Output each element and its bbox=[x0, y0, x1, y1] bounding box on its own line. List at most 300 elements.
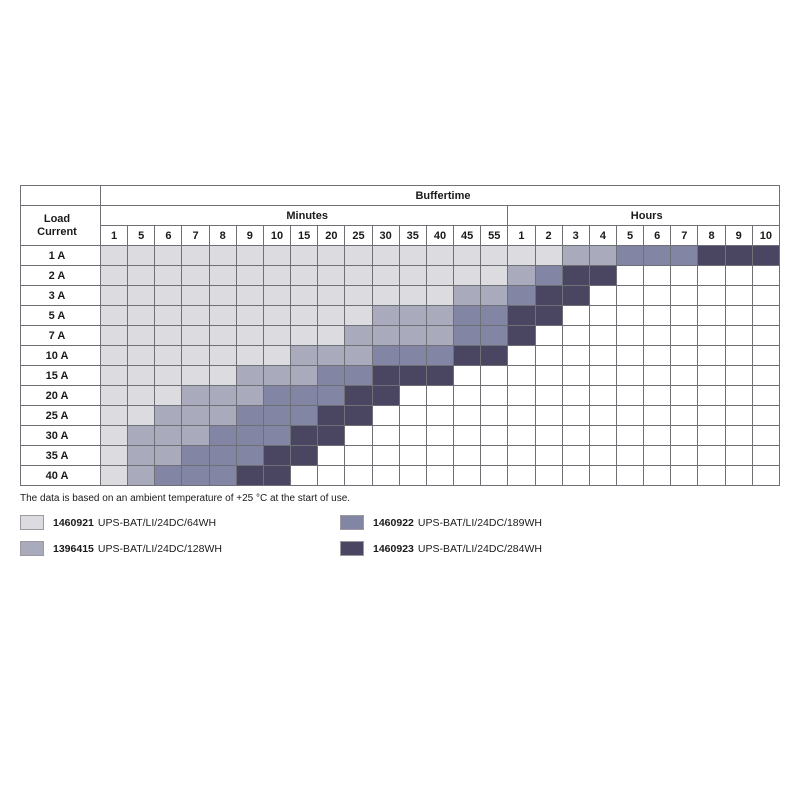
matrix-cell bbox=[508, 466, 535, 486]
matrix-cell bbox=[128, 446, 155, 466]
matrix-cell bbox=[616, 346, 643, 366]
matrix-cell bbox=[155, 426, 182, 446]
table-row bbox=[21, 326, 780, 346]
matrix-cell bbox=[562, 306, 589, 326]
matrix-cell bbox=[318, 266, 345, 286]
matrix-cell bbox=[209, 406, 236, 426]
matrix-cell bbox=[616, 366, 643, 386]
column-header-hr-6: 6 bbox=[644, 226, 671, 246]
matrix-cell bbox=[454, 406, 481, 426]
table-row bbox=[21, 426, 780, 446]
matrix-cell bbox=[671, 446, 698, 466]
column-header-hr-3: 3 bbox=[562, 226, 589, 246]
matrix-cell bbox=[508, 326, 535, 346]
legend-item-1460923 bbox=[340, 541, 660, 556]
matrix-cell bbox=[752, 346, 779, 366]
column-header-min-55: 55 bbox=[481, 226, 508, 246]
matrix-cell bbox=[372, 446, 399, 466]
matrix-cell bbox=[236, 426, 263, 446]
row-header-25-a: 25 A bbox=[21, 406, 101, 426]
matrix-cell bbox=[236, 326, 263, 346]
matrix-cell bbox=[182, 466, 209, 486]
matrix-cell bbox=[589, 446, 616, 466]
matrix-cell bbox=[263, 426, 290, 446]
matrix-cell bbox=[752, 386, 779, 406]
table-row bbox=[21, 406, 780, 426]
matrix-cell bbox=[291, 266, 318, 286]
matrix-cell bbox=[535, 446, 562, 466]
matrix-cell bbox=[698, 286, 725, 306]
matrix-cell bbox=[562, 246, 589, 266]
matrix-cell bbox=[698, 346, 725, 366]
matrix-cell bbox=[372, 266, 399, 286]
matrix-cell bbox=[752, 366, 779, 386]
column-header-min-6: 6 bbox=[155, 226, 182, 246]
matrix-header bbox=[21, 186, 780, 246]
legend-name: UPS-BAT/LI/24DC/284WH bbox=[417, 542, 542, 555]
matrix-cell bbox=[725, 446, 752, 466]
table-row bbox=[21, 246, 780, 266]
legend-name: UPS-BAT/LI/24DC/128WH bbox=[97, 542, 222, 555]
matrix-cell bbox=[752, 306, 779, 326]
matrix-cell bbox=[345, 446, 372, 466]
matrix-cell bbox=[562, 426, 589, 446]
load-current-line1: Load bbox=[43, 212, 71, 225]
matrix-cell bbox=[562, 366, 589, 386]
matrix-cell bbox=[128, 246, 155, 266]
legend-swatch bbox=[20, 515, 44, 530]
matrix-cell bbox=[725, 386, 752, 406]
matrix-cell bbox=[182, 326, 209, 346]
matrix-cell bbox=[291, 406, 318, 426]
matrix-cell bbox=[128, 366, 155, 386]
matrix-cell bbox=[101, 406, 128, 426]
matrix-cell bbox=[291, 466, 318, 486]
matrix-cell bbox=[616, 466, 643, 486]
matrix-cell bbox=[616, 406, 643, 426]
matrix-cell bbox=[345, 466, 372, 486]
matrix-cell bbox=[426, 326, 453, 346]
matrix-cell bbox=[644, 246, 671, 266]
matrix-cell bbox=[318, 346, 345, 366]
matrix-cell bbox=[345, 246, 372, 266]
matrix-cell bbox=[209, 326, 236, 346]
matrix-cell bbox=[155, 406, 182, 426]
legend-swatch bbox=[340, 541, 364, 556]
matrix-cell bbox=[318, 466, 345, 486]
matrix-cell bbox=[644, 306, 671, 326]
matrix-cell bbox=[454, 266, 481, 286]
matrix-cell bbox=[101, 466, 128, 486]
matrix-cell bbox=[589, 246, 616, 266]
matrix-cell bbox=[182, 406, 209, 426]
matrix-cell bbox=[291, 446, 318, 466]
matrix-cell bbox=[182, 386, 209, 406]
legend-code: 1396415 bbox=[53, 542, 94, 555]
row-header-3-a: 3 A bbox=[21, 286, 101, 306]
matrix-cell bbox=[399, 386, 426, 406]
matrix-cell bbox=[481, 406, 508, 426]
matrix-cell bbox=[155, 346, 182, 366]
matrix-cell bbox=[182, 266, 209, 286]
matrix-cell bbox=[562, 386, 589, 406]
matrix-cell bbox=[182, 426, 209, 446]
matrix-cell bbox=[725, 346, 752, 366]
matrix-cell bbox=[182, 286, 209, 306]
matrix-cell bbox=[263, 326, 290, 346]
matrix-cell bbox=[318, 326, 345, 346]
matrix-cell bbox=[372, 366, 399, 386]
table-row bbox=[21, 466, 780, 486]
matrix-cell bbox=[263, 446, 290, 466]
matrix-cell bbox=[128, 406, 155, 426]
matrix-cell bbox=[725, 286, 752, 306]
matrix-cell bbox=[155, 386, 182, 406]
legend-name: UPS-BAT/LI/24DC/64WH bbox=[97, 516, 217, 529]
matrix-cell bbox=[644, 346, 671, 366]
matrix-cell bbox=[481, 266, 508, 286]
matrix-cell bbox=[101, 346, 128, 366]
matrix-cell bbox=[698, 306, 725, 326]
matrix-cell bbox=[752, 246, 779, 266]
matrix-cell bbox=[671, 466, 698, 486]
column-group-hours: Hours bbox=[508, 206, 780, 226]
matrix-cell bbox=[589, 266, 616, 286]
matrix-cell bbox=[644, 466, 671, 486]
matrix-cell bbox=[263, 346, 290, 366]
matrix-cell bbox=[291, 426, 318, 446]
matrix-cell bbox=[671, 386, 698, 406]
matrix-cell bbox=[508, 386, 535, 406]
matrix-cell bbox=[589, 306, 616, 326]
matrix-cell bbox=[752, 286, 779, 306]
matrix-cell bbox=[426, 346, 453, 366]
matrix-cell bbox=[426, 286, 453, 306]
matrix-cell bbox=[101, 426, 128, 446]
matrix-cell bbox=[399, 406, 426, 426]
matrix-cell bbox=[128, 346, 155, 366]
row-header-7-a: 7 A bbox=[21, 326, 101, 346]
matrix-cell bbox=[291, 346, 318, 366]
matrix-cell bbox=[535, 406, 562, 426]
matrix-cell bbox=[671, 246, 698, 266]
matrix-cell bbox=[535, 306, 562, 326]
legend-item-1460921 bbox=[20, 515, 340, 530]
matrix-cell bbox=[752, 426, 779, 446]
matrix-cell bbox=[318, 406, 345, 426]
matrix-cell bbox=[128, 306, 155, 326]
header-row-group bbox=[21, 186, 780, 206]
matrix-cell bbox=[236, 346, 263, 366]
matrix-cell bbox=[426, 266, 453, 286]
matrix-cell bbox=[182, 346, 209, 366]
matrix-cell bbox=[725, 306, 752, 326]
matrix-cell bbox=[209, 446, 236, 466]
table-row bbox=[21, 286, 780, 306]
matrix-cell bbox=[209, 426, 236, 446]
matrix-cell bbox=[698, 446, 725, 466]
matrix-cell bbox=[752, 446, 779, 466]
buffertime-matrix bbox=[20, 185, 780, 486]
matrix-cell bbox=[616, 246, 643, 266]
matrix-cell bbox=[182, 306, 209, 326]
matrix-cell bbox=[345, 346, 372, 366]
matrix-cell bbox=[263, 286, 290, 306]
matrix-cell bbox=[752, 406, 779, 426]
matrix-cell bbox=[671, 346, 698, 366]
matrix-cell bbox=[535, 386, 562, 406]
matrix-cell bbox=[698, 266, 725, 286]
matrix-cell bbox=[454, 306, 481, 326]
matrix-cell bbox=[318, 286, 345, 306]
matrix-cell bbox=[752, 266, 779, 286]
matrix-cell bbox=[725, 326, 752, 346]
matrix-cell bbox=[725, 266, 752, 286]
matrix-cell bbox=[236, 366, 263, 386]
matrix-cell bbox=[644, 426, 671, 446]
matrix-cell bbox=[291, 286, 318, 306]
matrix-cell bbox=[589, 366, 616, 386]
matrix-cell bbox=[155, 326, 182, 346]
matrix-cell bbox=[372, 386, 399, 406]
matrix-cell bbox=[155, 306, 182, 326]
column-header-min-1: 1 bbox=[101, 226, 128, 246]
row-header-30-a: 30 A bbox=[21, 426, 101, 446]
matrix-cell bbox=[101, 446, 128, 466]
matrix-cell bbox=[589, 386, 616, 406]
matrix-cell bbox=[182, 366, 209, 386]
matrix-cell bbox=[616, 266, 643, 286]
row-header-35-a: 35 A bbox=[21, 446, 101, 466]
matrix-cell bbox=[236, 386, 263, 406]
column-header-min-8: 8 bbox=[209, 226, 236, 246]
matrix-cell bbox=[508, 366, 535, 386]
matrix-cell bbox=[562, 466, 589, 486]
matrix-cell bbox=[128, 266, 155, 286]
chart-note: The data is based on an ambient temperature of +25 °C at the start of use. bbox=[20, 493, 351, 504]
matrix-cell bbox=[508, 306, 535, 326]
column-header-min-5: 5 bbox=[128, 226, 155, 246]
matrix-cell bbox=[454, 466, 481, 486]
column-header-hr-4: 4 bbox=[589, 226, 616, 246]
row-header-40-a: 40 A bbox=[21, 466, 101, 486]
matrix-cell bbox=[481, 446, 508, 466]
matrix-cell bbox=[345, 306, 372, 326]
matrix-cell bbox=[345, 426, 372, 446]
matrix-cell bbox=[209, 286, 236, 306]
matrix-cell bbox=[508, 246, 535, 266]
matrix-cell bbox=[535, 266, 562, 286]
matrix-cell bbox=[535, 366, 562, 386]
matrix-cell bbox=[644, 326, 671, 346]
column-header-hr-8: 8 bbox=[698, 226, 725, 246]
legend bbox=[20, 515, 660, 556]
matrix-cell bbox=[101, 266, 128, 286]
column-header-hr-1: 1 bbox=[508, 226, 535, 246]
matrix-cell bbox=[454, 366, 481, 386]
matrix-cell bbox=[725, 426, 752, 446]
column-header-min-15: 15 bbox=[291, 226, 318, 246]
legend-row bbox=[20, 515, 660, 530]
load-current-label bbox=[21, 206, 101, 246]
matrix-cell bbox=[481, 286, 508, 306]
matrix-cell bbox=[263, 386, 290, 406]
matrix-cell bbox=[508, 346, 535, 366]
matrix-cell bbox=[698, 406, 725, 426]
column-group-buffertime: Buffertime bbox=[101, 186, 780, 206]
column-header-min-25: 25 bbox=[345, 226, 372, 246]
matrix-cell bbox=[616, 386, 643, 406]
matrix-cell bbox=[616, 326, 643, 346]
matrix-cell bbox=[345, 326, 372, 346]
matrix-cell bbox=[644, 266, 671, 286]
matrix-cell bbox=[345, 366, 372, 386]
matrix-cell bbox=[101, 366, 128, 386]
matrix-cell bbox=[128, 386, 155, 406]
matrix-cell bbox=[644, 286, 671, 306]
matrix-cell bbox=[399, 326, 426, 346]
load-current-line2: Current bbox=[37, 225, 77, 238]
matrix-cell bbox=[399, 446, 426, 466]
matrix-cell bbox=[698, 246, 725, 266]
legend-swatch bbox=[20, 541, 44, 556]
matrix-cell bbox=[101, 306, 128, 326]
legend-code: 1460922 bbox=[373, 516, 414, 529]
matrix-cell bbox=[698, 366, 725, 386]
matrix-cell bbox=[345, 406, 372, 426]
matrix-cell bbox=[589, 406, 616, 426]
matrix-cell bbox=[698, 386, 725, 406]
matrix-cell bbox=[725, 366, 752, 386]
matrix-cell bbox=[155, 246, 182, 266]
matrix-cell bbox=[209, 386, 236, 406]
matrix-cell bbox=[589, 466, 616, 486]
matrix-cell bbox=[318, 306, 345, 326]
buffertime-chart bbox=[20, 185, 780, 567]
table-row bbox=[21, 306, 780, 326]
matrix-cell bbox=[426, 386, 453, 406]
matrix-cell bbox=[671, 406, 698, 426]
matrix-cell bbox=[644, 406, 671, 426]
matrix-cell bbox=[616, 286, 643, 306]
matrix-cell bbox=[291, 246, 318, 266]
matrix-cell bbox=[644, 366, 671, 386]
matrix-cell bbox=[318, 366, 345, 386]
column-header-min-10: 10 bbox=[263, 226, 290, 246]
matrix-cell bbox=[671, 326, 698, 346]
matrix-cell bbox=[209, 246, 236, 266]
matrix-cell bbox=[508, 286, 535, 306]
matrix-cell bbox=[481, 386, 508, 406]
legend-swatch bbox=[340, 515, 364, 530]
matrix-cell bbox=[454, 446, 481, 466]
matrix-cell bbox=[426, 446, 453, 466]
matrix-cell bbox=[128, 466, 155, 486]
matrix-cell bbox=[481, 306, 508, 326]
table-row bbox=[21, 346, 780, 366]
matrix-cell bbox=[372, 326, 399, 346]
matrix-cell bbox=[155, 366, 182, 386]
matrix-cell bbox=[562, 286, 589, 306]
matrix-cell bbox=[345, 286, 372, 306]
matrix-cell bbox=[454, 246, 481, 266]
matrix-cell bbox=[725, 406, 752, 426]
matrix-cell bbox=[752, 466, 779, 486]
matrix-cell bbox=[562, 266, 589, 286]
matrix-cell bbox=[372, 306, 399, 326]
matrix-cell bbox=[616, 426, 643, 446]
matrix-cell bbox=[263, 366, 290, 386]
matrix-cell bbox=[372, 246, 399, 266]
column-header-hr-5: 5 bbox=[616, 226, 643, 246]
matrix-cell bbox=[426, 306, 453, 326]
matrix-cell bbox=[128, 426, 155, 446]
matrix-cell bbox=[155, 286, 182, 306]
matrix-cell bbox=[345, 266, 372, 286]
matrix-cell bbox=[291, 326, 318, 346]
column-header-hr-7: 7 bbox=[671, 226, 698, 246]
matrix-cell bbox=[399, 366, 426, 386]
matrix-cell bbox=[372, 346, 399, 366]
matrix-cell bbox=[752, 326, 779, 346]
matrix-body bbox=[21, 246, 780, 486]
matrix-cell bbox=[182, 246, 209, 266]
legend-item-1460922 bbox=[340, 515, 660, 530]
matrix-cell bbox=[589, 326, 616, 346]
matrix-cell bbox=[101, 286, 128, 306]
matrix-cell bbox=[263, 466, 290, 486]
matrix-cell bbox=[399, 286, 426, 306]
matrix-cell bbox=[454, 386, 481, 406]
matrix-cell bbox=[589, 346, 616, 366]
header-row-units bbox=[21, 206, 780, 226]
matrix-cell bbox=[508, 266, 535, 286]
table-row bbox=[21, 446, 780, 466]
matrix-cell bbox=[236, 466, 263, 486]
legend-row bbox=[20, 541, 660, 556]
matrix-cell bbox=[671, 426, 698, 446]
matrix-cell bbox=[644, 446, 671, 466]
matrix-cell bbox=[725, 466, 752, 486]
matrix-cell bbox=[671, 266, 698, 286]
matrix-cell bbox=[155, 466, 182, 486]
matrix-cell bbox=[318, 426, 345, 446]
column-header-min-40: 40 bbox=[426, 226, 453, 246]
matrix-cell bbox=[481, 326, 508, 346]
matrix-cell bbox=[236, 406, 263, 426]
matrix-cell bbox=[128, 326, 155, 346]
matrix-cell bbox=[399, 426, 426, 446]
matrix-cell bbox=[209, 366, 236, 386]
matrix-cell bbox=[182, 446, 209, 466]
matrix-cell bbox=[236, 246, 263, 266]
matrix-cell bbox=[291, 306, 318, 326]
matrix-cell bbox=[481, 426, 508, 446]
matrix-cell bbox=[535, 326, 562, 346]
matrix-cell bbox=[454, 346, 481, 366]
column-header-min-45: 45 bbox=[454, 226, 481, 246]
legend-name: UPS-BAT/LI/24DC/189WH bbox=[417, 516, 542, 529]
matrix-cell bbox=[291, 366, 318, 386]
matrix-cell bbox=[698, 466, 725, 486]
matrix-cell bbox=[318, 386, 345, 406]
matrix-cell bbox=[209, 466, 236, 486]
matrix-cell bbox=[399, 306, 426, 326]
column-header-min-7: 7 bbox=[182, 226, 209, 246]
matrix-cell bbox=[345, 386, 372, 406]
matrix-cell bbox=[589, 286, 616, 306]
matrix-cell bbox=[671, 366, 698, 386]
